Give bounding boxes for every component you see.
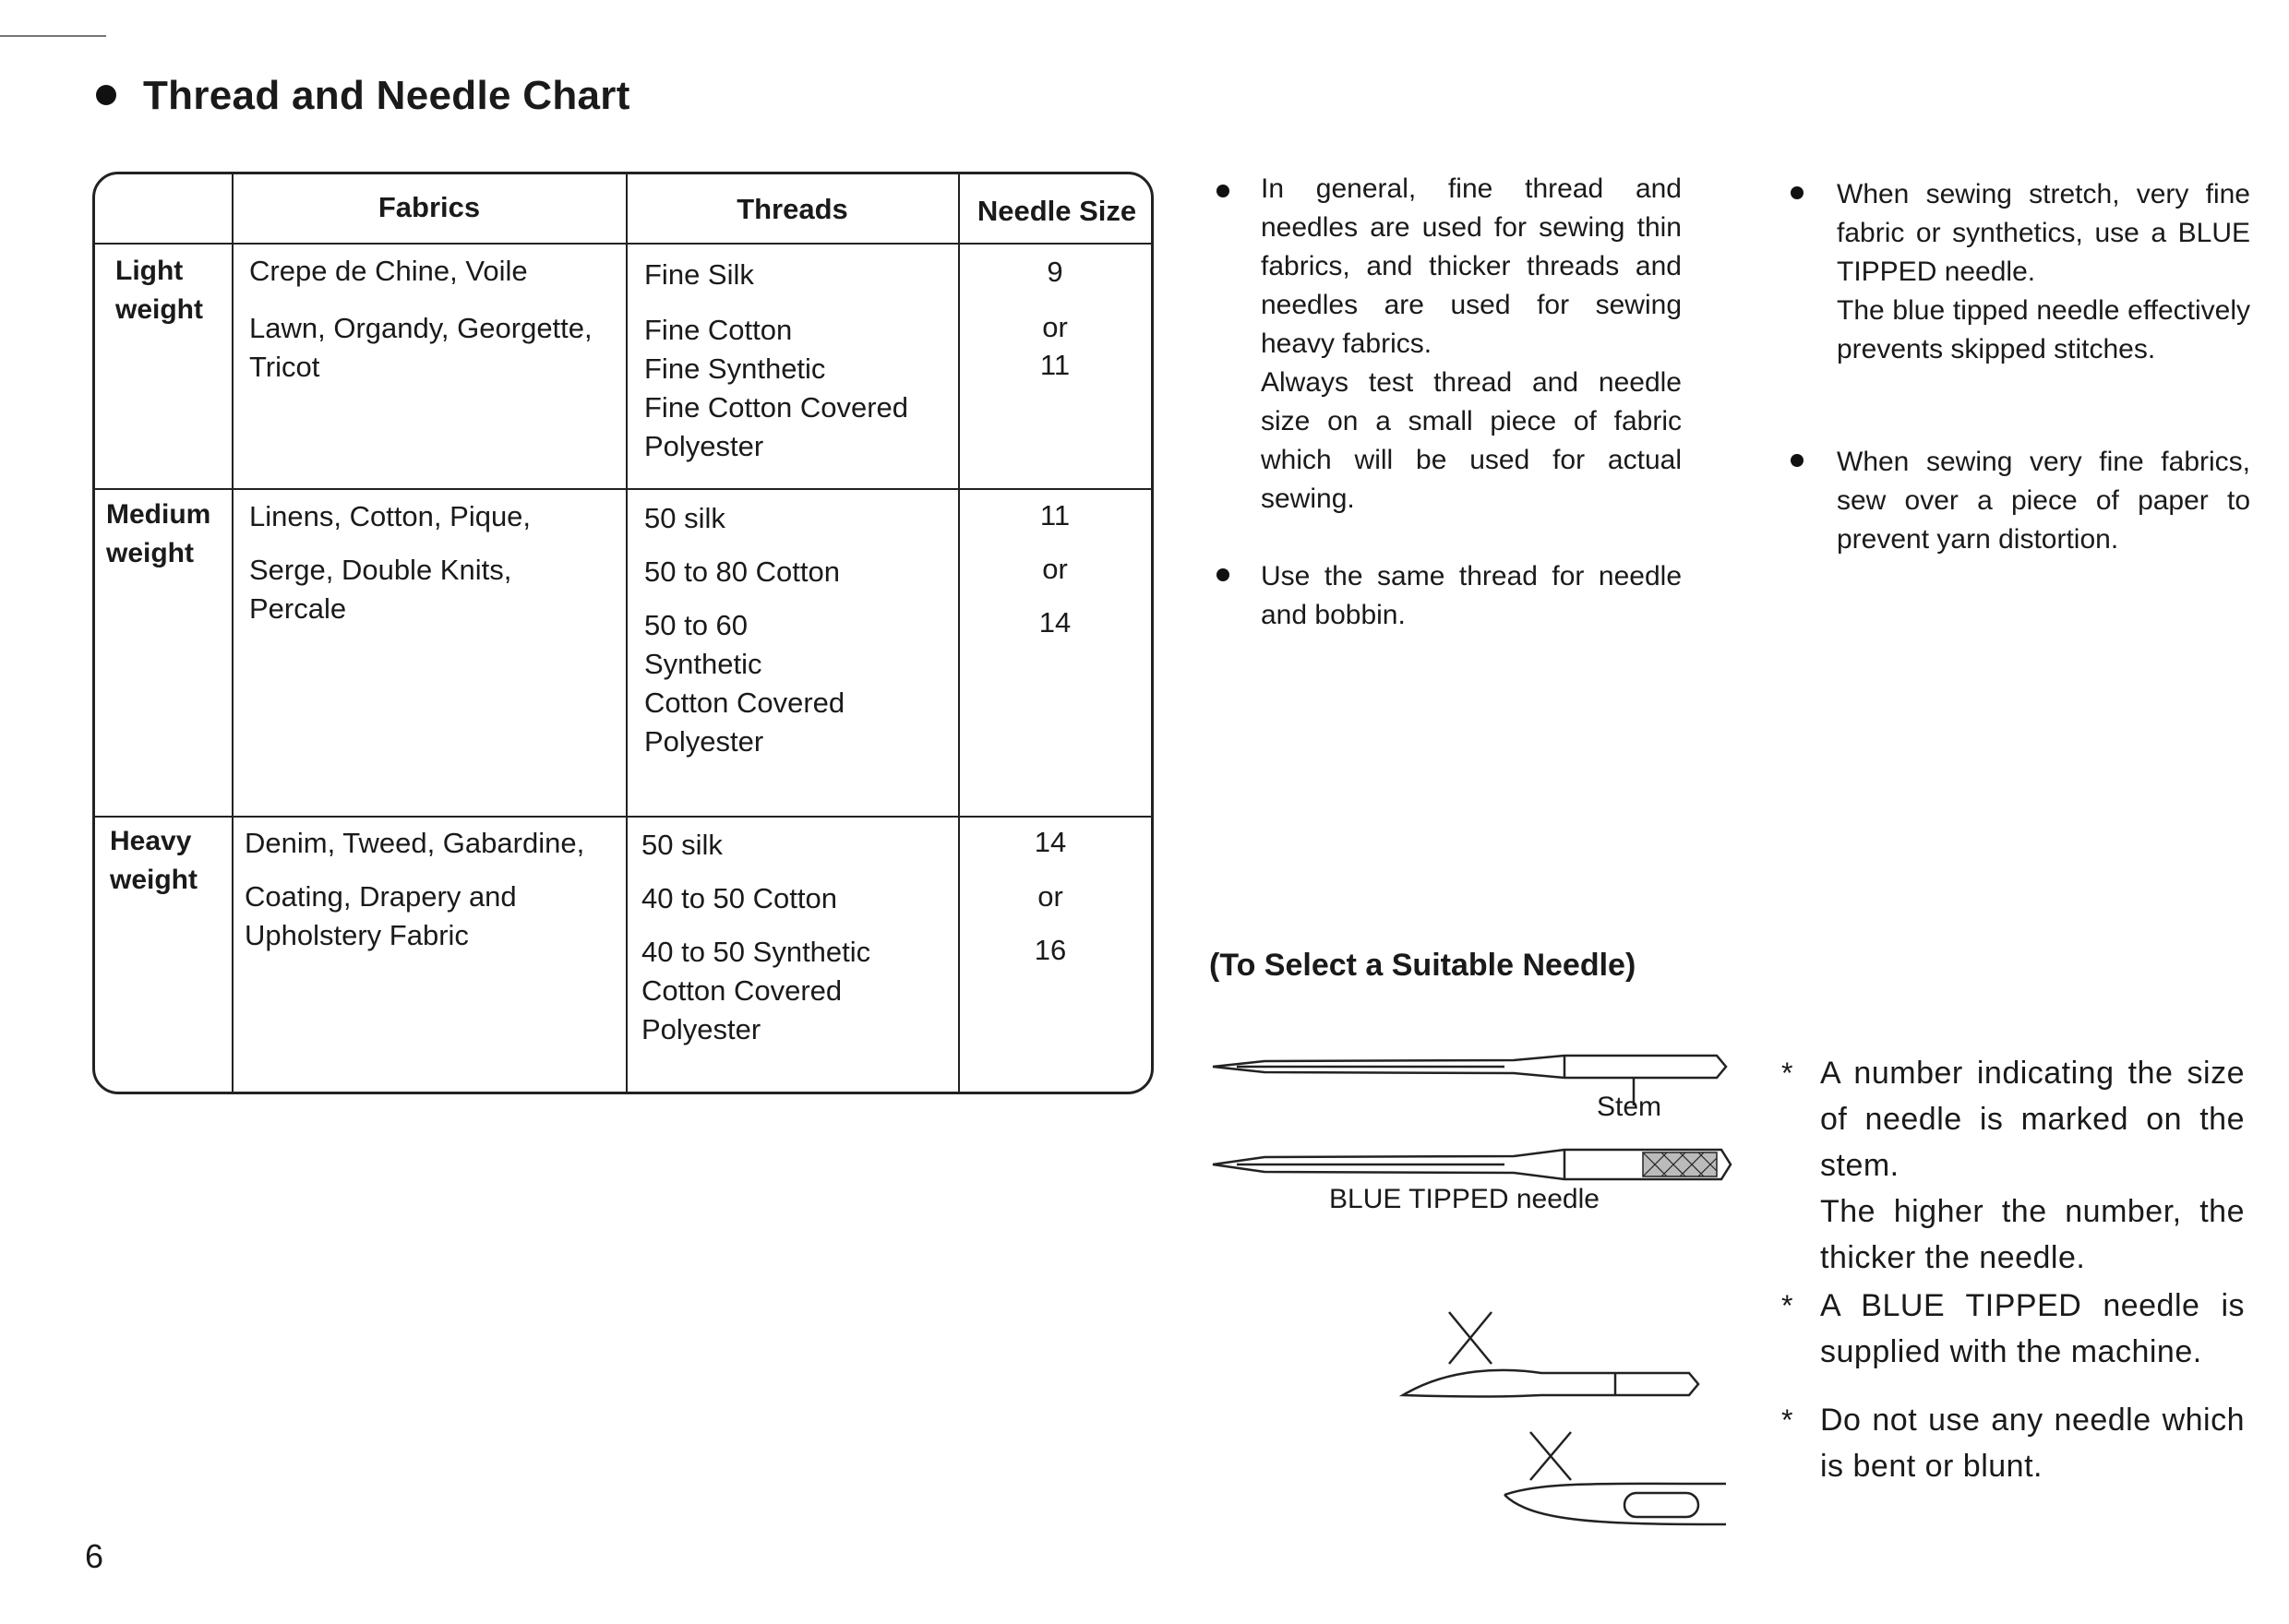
- bullet-icon: [1216, 568, 1229, 581]
- thread-cell: 50 to 80 Cotton: [644, 555, 840, 588]
- fabric-cell: Linens, Cotton, Pique,: [249, 500, 532, 532]
- needle-size-cell: 11: [1039, 499, 1071, 531]
- needle-size-cell: 11: [1039, 349, 1071, 381]
- thread-cell: 50 to 60 Synthetic Cotton Covered Polyester: [644, 609, 845, 758]
- row-category: Heavy weight: [110, 826, 198, 895]
- header-threads: Threads: [737, 193, 848, 225]
- fabric-cell: Crepe de Chine, Voile: [249, 255, 528, 287]
- needle-size-cell: 16: [1034, 934, 1067, 966]
- advice-sentence: When sewing stretch, very fine fabric or synthetics, use a BLUE TIPPED needle.: [1837, 179, 2250, 287]
- table-divider: [95, 243, 1151, 245]
- needle-size-cell: 14: [1038, 606, 1072, 639]
- fine-fabric-paragraph: When sewing very fine fabrics, sew over a piece of paper to prevent yarn distortion.: [1837, 447, 2250, 555]
- general-advice-paragraph: [1261, 170, 1682, 519]
- advice-sentence: The blue tipped needle effectively prevents skipped stitches.: [1837, 295, 2250, 364]
- header-needle-size: Needle Size: [977, 195, 1137, 227]
- needle-size-cell: or: [1042, 553, 1068, 585]
- bullet-icon: [1216, 185, 1229, 197]
- title-bullet-icon: [96, 85, 116, 105]
- needle-size-cell: or: [1042, 311, 1068, 343]
- note-sentence: A number indicating the size of needle is marked on the stem.: [1820, 1056, 2245, 1183]
- thread-cell: 50 silk: [641, 829, 723, 861]
- blue-tipped-needle-icon: [1213, 1150, 1731, 1179]
- bullet-icon: [1791, 454, 1804, 467]
- blue-tipped-needle-label: BLUE TIPPED needle: [1329, 1184, 1600, 1214]
- blue-tipped-supplied-note: A BLUE TIPPED needle is supplied with the machine.: [1820, 1288, 2245, 1369]
- needle-size-cell: or: [1037, 880, 1063, 913]
- blue-tipped-paragraph: [1837, 175, 2250, 369]
- same-thread-paragraph: Use the same thread for needle and bobbin.: [1261, 561, 1682, 630]
- table-divider: [626, 174, 628, 1092]
- top-rule: [0, 35, 106, 37]
- stem-label: Stem: [1597, 1092, 1662, 1122]
- needle-size-cell: 14: [1034, 826, 1067, 858]
- advice-sentence: In general, fine thread and needles are used for sewing thin fabrics, and thicker threads and needles are used for sewing heavy fabrics.: [1261, 173, 1682, 359]
- thread-cell: 40 to 50 Cotton: [641, 882, 837, 914]
- fabric-cell: Serge, Double Knits, Percale: [249, 554, 512, 625]
- thread-cell: Fine Silk: [644, 258, 754, 291]
- fabric-cell: Denim, Tweed, Gabardine,: [245, 827, 585, 859]
- bent-blunt-note: Do not use any needle which is bent or blunt.: [1820, 1403, 2245, 1484]
- header-fabrics: Fabrics: [378, 191, 481, 223]
- thread-cell: 50 silk: [644, 502, 725, 534]
- blunt-needle-icon: [1504, 1484, 1726, 1524]
- fabric-cell: Lawn, Organdy, Georgette, Tricot: [249, 312, 593, 383]
- needle-size-cell: 9: [1047, 256, 1063, 288]
- note-marker: *: [1781, 1289, 1793, 1322]
- note-marker: *: [1781, 1403, 1793, 1437]
- needle-illustrations: [1209, 1043, 1744, 1569]
- thread-needle-table: [92, 172, 1154, 1094]
- x-mark-icon: [1530, 1432, 1571, 1480]
- note-marker: *: [1781, 1057, 1793, 1090]
- needle-number-note: [1820, 1050, 2245, 1281]
- row-category: Light weight: [115, 256, 203, 325]
- note-sentence: The higher the number, the thicker the needle.: [1820, 1194, 2245, 1275]
- thread-cell: Fine Cotton Fine Synthetic Fine Cotton Covered Polyester: [644, 314, 909, 462]
- advice-sentence: Always test thread and needle size on a small piece of fabric which will be used for actual sewing.: [1261, 367, 1682, 514]
- fabric-cell: Coating, Drapery and Upholstery Fabric: [245, 880, 517, 951]
- page-title: Thread and Needle Chart: [143, 73, 630, 118]
- row-category: Medium weight: [106, 499, 211, 568]
- table-divider: [958, 174, 960, 1092]
- bullet-icon: [1791, 186, 1804, 199]
- x-mark-icon: [1449, 1312, 1492, 1364]
- needle-section-heading: (To Select a Suitable Needle): [1209, 948, 1636, 983]
- thread-cell: 40 to 50 Synthetic Cotton Covered Polyester: [641, 936, 871, 1045]
- bent-needle-icon: [1403, 1370, 1698, 1397]
- page-number: 6: [85, 1537, 104, 1575]
- table-divider: [232, 174, 234, 1092]
